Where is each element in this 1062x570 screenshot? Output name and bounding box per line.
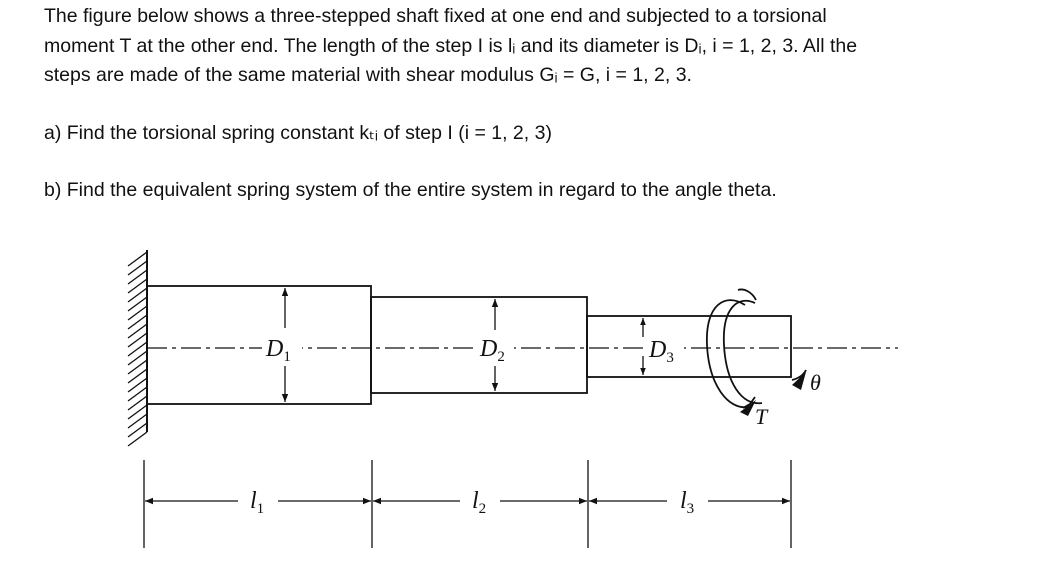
shaft-step-3 [587,316,791,377]
length-label-2: $l_2$ [472,488,487,517]
angle-label: θ [810,370,821,395]
intro-line-1: The figure below shows a three-stepped shaft fixed at one end and subjected to a torsional [44,5,827,27]
question-b: b) Find the equivalent spring system of the entire system in regard to the angle theta. [44,179,777,201]
angle-arrowhead [792,372,806,390]
length-label-3: $l_3$ [680,488,695,517]
question-a: a) Find the torsional spring constant kₜᵢ of step I (i = 1, 2, 3) [44,121,552,144]
diameter-label-3: $D_3$ [649,337,674,366]
wall-hatching [128,252,147,446]
diameter-label-1: $D_1$ [266,336,291,365]
torque-label: T [755,404,768,429]
fixed-wall [128,250,147,446]
intro-line-3: steps are made of the same material with shear modulus Gᵢ = G, i = 1, 2, 3. [44,64,692,86]
length-label-1: $l_1$ [250,488,265,517]
shaft-step-1 [147,286,371,404]
diameter-label-2: $D_2$ [480,336,505,365]
intro-line-2: moment T at the other end. The length of the step I is lᵢ and its diameter is Dᵢ, i = 1, 2, 3. All the [44,34,858,57]
